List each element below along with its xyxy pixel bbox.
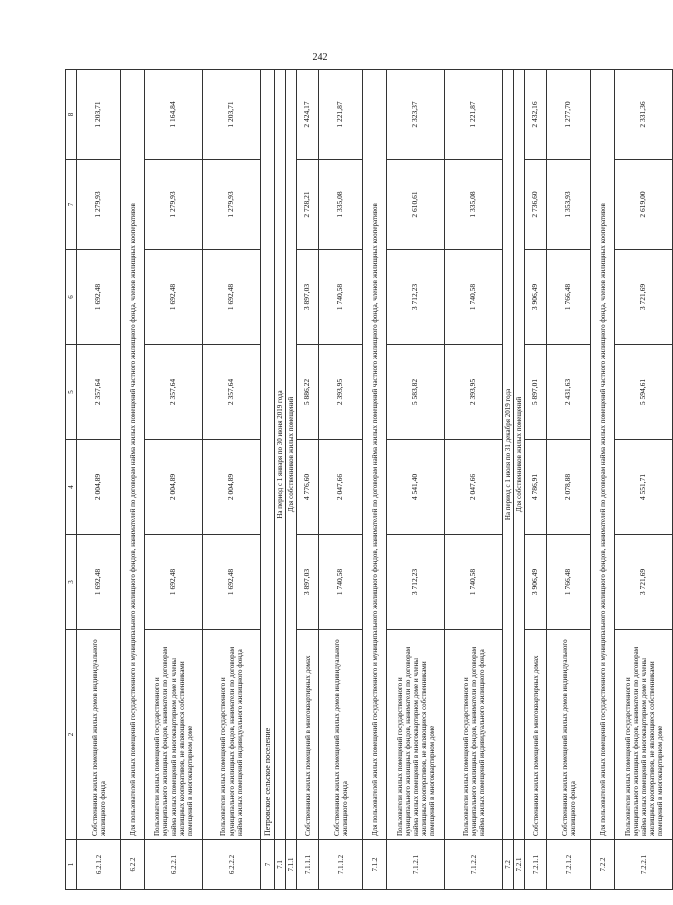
value-cell: 1 279,93 (77, 160, 121, 250)
value-cell: 2 431,63 (547, 345, 591, 440)
row-code: 7.1.2 (363, 840, 387, 890)
table-body (77, 70, 673, 890)
value-cell: 5 886,22 (297, 345, 319, 440)
value-cell: 4 776,60 (297, 440, 319, 535)
row-description: Пользователи жилых помещений государственного и муниципального жилищных фондов, наниматели по договорам найма жилых помещений в многоквартирном доме и члены жилищных кооперативов, не являющиеся собственниками помещений в многоквартирном доме (387, 630, 445, 840)
row-code: 7.2.2.1 (615, 840, 673, 890)
table-row (275, 70, 286, 890)
value-cell: 1 203,71 (77, 70, 121, 160)
value-cell: 1 279,93 (203, 160, 261, 250)
value-cell: 3 906,49 (525, 250, 547, 345)
row-code: 7.2 (503, 840, 514, 890)
value-cell: 1 692,48 (77, 535, 121, 630)
row-code: 7.1.1.2 (319, 840, 363, 890)
row-code: 7.1.1 (286, 840, 297, 890)
period-heading: На период с 1 января по 30 июня 2019 года (275, 70, 286, 840)
row-code: 7.1.2.1 (387, 840, 445, 890)
row-code: 6.2.2.1 (145, 840, 203, 890)
table-header-row (66, 70, 77, 890)
row-code: 7.2.2 (591, 840, 615, 890)
value-cell: 1 740,58 (445, 250, 503, 345)
value-cell: 1 279,93 (145, 160, 203, 250)
value-cell: 2 393,95 (445, 345, 503, 440)
value-cell: 2 424,17 (297, 70, 319, 160)
group-heading: Для пользователей жилых помещений государственного и муниципального жилищного фондов, нанимателей по договорам найма жилых помещений частного жилищного фонда, членов жилищных кооперативов (591, 70, 615, 840)
value-cell: 1 203,71 (203, 70, 261, 160)
tariff-table-container (65, 70, 664, 890)
header-cell: 1 (66, 840, 77, 890)
value-cell: 1 740,58 (319, 250, 363, 345)
header-cell: 5 (66, 345, 77, 440)
value-cell: 3 721,69 (615, 250, 673, 345)
value-cell: 3 897,03 (297, 250, 319, 345)
row-description: Собственники жилых помещений жилых домов индивидуального жилищного фонда (319, 630, 363, 840)
table-row (445, 70, 503, 890)
row-code: 7.1 (275, 840, 286, 890)
table-row (591, 70, 615, 890)
row-code: 7.2.1.2 (547, 840, 591, 890)
value-cell: 2 357,64 (77, 345, 121, 440)
value-cell: 2 728,21 (297, 160, 319, 250)
value-cell: 1 277,70 (547, 70, 591, 160)
value-cell: 2 004,89 (77, 440, 121, 535)
header-cell: 2 (66, 630, 77, 840)
value-cell: 5 594,61 (615, 345, 673, 440)
value-cell: 1 221,87 (445, 70, 503, 160)
value-cell: 2 047,66 (445, 440, 503, 535)
value-cell: 5 897,01 (525, 345, 547, 440)
value-cell: 2 432,16 (525, 70, 547, 160)
value-cell: 2 357,64 (145, 345, 203, 440)
row-code: 6.2.2 (121, 840, 145, 890)
period-heading: На период с 1 июля по 31 декабря 2019 года (503, 70, 514, 840)
table-row (615, 70, 673, 890)
value-cell: 1 740,58 (319, 535, 363, 630)
value-cell: 1 164,84 (145, 70, 203, 160)
value-cell: 1 740,58 (445, 535, 503, 630)
value-cell: 1 692,48 (203, 250, 261, 345)
group-heading: Для пользователей жилых помещений государственного и муниципального жилищного фондов, нанимателей по договорам найма жилых помещений частного жилищного фонда, членов жилищных кооперативов (363, 70, 387, 840)
value-cell: 1 692,48 (203, 535, 261, 630)
row-code: 7.2.1.1 (525, 840, 547, 890)
period-heading: Для собственников жилых помещений (286, 70, 297, 840)
row-description: Собственники жилых помещений в многоквартирных домах (525, 630, 547, 840)
value-cell: 5 583,82 (387, 345, 445, 440)
value-cell: 1 766,48 (547, 535, 591, 630)
value-cell: 2 610,61 (387, 160, 445, 250)
value-cell: 2 619,00 (615, 160, 673, 250)
page-number: 242 (312, 52, 328, 63)
row-description: Собственники жилых помещений в многоквартирных домах (297, 630, 319, 840)
value-cell: 2 331,36 (615, 70, 673, 160)
period-heading: Для собственников жилых помещений (514, 70, 525, 840)
value-cell: 2 078,88 (547, 440, 591, 535)
header-cell: 6 (66, 250, 77, 345)
value-cell: 4 786,91 (525, 440, 547, 535)
row-code: 7 (261, 840, 275, 890)
row-description: Собственники жилых помещений жилых домов индивидуального жилищного фонда (77, 630, 121, 840)
value-cell: 2 357,64 (203, 345, 261, 440)
value-cell: 1 221,87 (319, 70, 363, 160)
value-cell: 4 541,40 (387, 440, 445, 535)
table-row (261, 70, 275, 890)
row-description: Собственники жилых помещений жилых домов индивидуального жилищного фонда (547, 630, 591, 840)
row-code: 6.2.1.2 (77, 840, 121, 890)
header-cell: 7 (66, 160, 77, 250)
value-cell: 1 692,48 (77, 250, 121, 345)
tariff-table (65, 69, 673, 890)
value-cell: 3 712,23 (387, 250, 445, 345)
table-row (203, 70, 261, 890)
row-description: Пользователи жилых помещений государственного и муниципального жилищных фондов, наниматели по договорам найма жилых помещений индивидуального жилищного фонда (203, 630, 261, 840)
section-title: Петровское сельское поселение (261, 70, 275, 840)
value-cell: 2 004,89 (145, 440, 203, 535)
value-cell: 2 004,89 (203, 440, 261, 535)
row-code: 6.2.2.2 (203, 840, 261, 890)
table-row (363, 70, 387, 890)
value-cell: 1 766,48 (547, 250, 591, 345)
value-cell: 4 551,71 (615, 440, 673, 535)
value-cell: 3 721,69 (615, 535, 673, 630)
value-cell: 1 692,48 (145, 250, 203, 345)
rotated-table-area (65, 70, 664, 890)
header-cell: 8 (66, 70, 77, 160)
table-row (145, 70, 203, 890)
value-cell: 2 393,95 (319, 345, 363, 440)
table-row (286, 70, 297, 890)
value-cell: 2 047,66 (319, 440, 363, 535)
header-cell: 3 (66, 535, 77, 630)
header-cell: 4 (66, 440, 77, 535)
table-row (525, 70, 547, 890)
table-row (503, 70, 514, 890)
table-row (319, 70, 363, 890)
value-cell: 1 353,93 (547, 160, 591, 250)
value-cell: 3 897,03 (297, 535, 319, 630)
table-row (77, 70, 121, 890)
table-row (121, 70, 145, 890)
row-code: 7.2.1 (514, 840, 525, 890)
value-cell: 2 736,60 (525, 160, 547, 250)
row-description: Пользователи жилых помещений государственного и муниципального жилищных фондов, наниматели по договорам найма жилых помещений индивидуального жилищного фонда (445, 630, 503, 840)
value-cell: 1 692,48 (145, 535, 203, 630)
row-code: 7.1.1.1 (297, 840, 319, 890)
row-description: Пользователи жилых помещений государственного и муниципального жилищных фондов, наниматели по договорам найма жилых помещений в многоквартирном доме и члены жилищных кооперативов, не являющиеся собственниками помещений в многоквартирном доме (145, 630, 203, 840)
row-code: 7.1.2.2 (445, 840, 503, 890)
value-cell: 1 335,08 (445, 160, 503, 250)
table-row (387, 70, 445, 890)
table-row (514, 70, 525, 890)
value-cell: 3 906,49 (525, 535, 547, 630)
row-description: Пользователи жилых помещений государственного и муниципального жилищных фондов, наниматели по договорам найма жилых помещений в многоквартирном доме и члены жилищных кооперативов, не являющиеся собственниками помещений в многоквартирном доме (615, 630, 673, 840)
table-row (297, 70, 319, 890)
value-cell: 3 712,23 (387, 535, 445, 630)
value-cell: 1 335,08 (319, 160, 363, 250)
group-heading: Для пользователей жилых помещений государственного и муниципального жилищного фондов, нанимателей по договорам найма жилых помещений частного жилищного фонда, членов жилищных кооперативов (121, 70, 145, 840)
table-row (547, 70, 591, 890)
value-cell: 2 323,37 (387, 70, 445, 160)
